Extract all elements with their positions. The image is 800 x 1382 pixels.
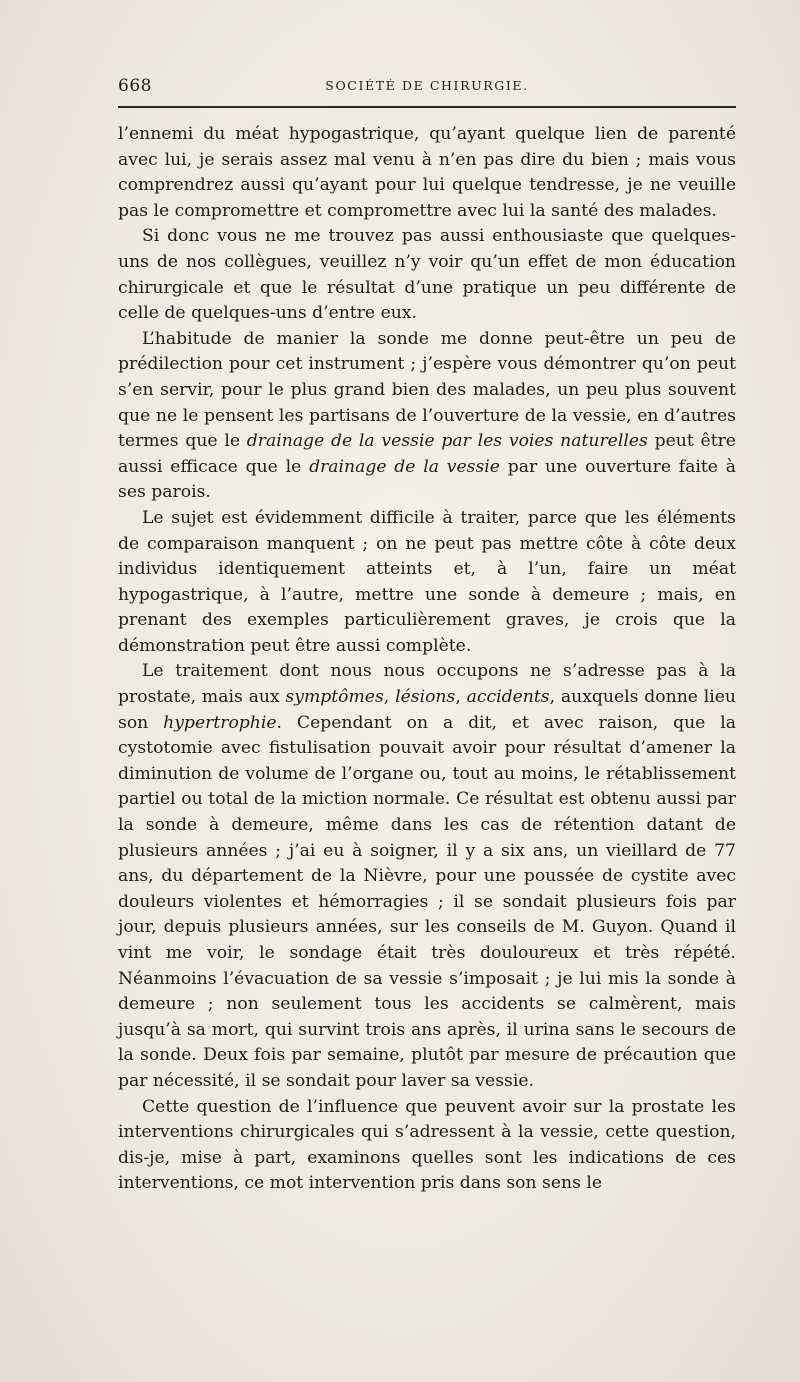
- paragraph-3-text-c: par une ouverture faite à ses parois.: [118, 456, 736, 503]
- paragraph-3-italic-b: drainage de la vessie: [309, 456, 500, 477]
- paragraph-6: Cette question de l’influence que peuvent avoir sur la prostate les interventions chirurgicales qui s’adressent à la vessie, cette question, dis-je, mise à part, examinons quelles sont les indications de ces interventions, ce mot intervention pris dans son sens le: [118, 1096, 736, 1194]
- paragraph-5-text-a: Le traitement dont nous nous occupons ne s’adresse pas à la prostate, mais aux: [118, 661, 736, 708]
- page-header: [118, 76, 736, 98]
- paragraph-3-italic-a: drainage de la vessie par les voies naturelles: [246, 431, 648, 452]
- paragraph-5-text-b: ,: [383, 687, 396, 708]
- paragraph-5-italic-a: symptômes: [285, 687, 384, 708]
- paragraph-1: l’ennemi du méat hypogastrique, qu’ayant quelque lien de parenté avec lui, je serais assez mal venu à n’en pas dire du bien ; mais vous comprendrez aussi qu’ayant pour lui quelque tendresse, je ne veuille pas le compromettre et compromettre avec lui la santé des malades.: [118, 124, 736, 221]
- running-title: SOCIÉTÉ DE CHIRURGIE.: [325, 78, 529, 93]
- paragraph-5-text-d: , auxquels donne lieu son: [118, 687, 736, 733]
- paragraph-3-text-a: L’habitude de manier la sonde me donne peut-être un peu de prédilection pour cet instrument ; j’espère vous démontrer qu’on peut s’en servir, pour le plus grand bien des malades, un peu plus souvent que ne le pensent les partisans de l’ouverture de la vessie, en d’autres termes que le: [118, 328, 736, 452]
- body-text: [118, 122, 736, 1197]
- paragraph-2: Si donc vous ne me trouvez pas aussi enthousiaste que quelques-uns de nos collègues, veuillez n’y voir qu’un effet de mon éducation chirurgicale et que le résultat d’une pratique un peu différente de celle de quelques-uns d’entre eux.: [118, 226, 736, 324]
- paragraph-5-text-c: ,: [455, 687, 467, 708]
- paragraph-4: Le sujet est évidemment difficile à traiter, parce que les éléments de comparaison manquent ; on ne peut pas mettre côte à côte deux individus identiquement atteints et, à l’un, faire un méat hypogastrique, à l’autre, mettre une sonde à demeure ; mais, en prenant des exemples particulièrement graves, je crois que la démonstration peut être aussi complète.: [118, 507, 736, 656]
- paragraph-5-text-e: . Cependant on a dit, et avec raison, que la cystotomie avec fistulisation pouvait avoir pour résultat d’amener la diminution de volume de l’organe ou, tout au moins, le rétablissement partiel ou total de la miction normale. Ce résultat est obtenu aussi par la sonde à demeure, même dans les cas de rétention datant de plusieurs années ; j’ai eu à soigner, il y a six ans, un vieillard de 77 ans, du département de la Nièvre, pour une poussée de cystite avec douleurs violentes et hémorragies ; il se sondait plusieurs fois par jour, depuis plusieurs années, sur les conseils de M. Guyon. Quand il vint me voir, le sondage était très douloureux et très répété. Néanmoins l’évacuation de sa vessie s’imposait ; je lui mis la sonde à demeure ; non seulement tous les accidents se calmèrent, mais jusqu’à sa mort, qui survint trois ans après, il urina sans le secours de la sonde. Deux fois par semaine, plutôt par mesure de précaution que par nécessité, il se sondait pour laver sa vessie.: [118, 712, 736, 1091]
- paragraph-5-italic-c: accidents: [466, 687, 550, 708]
- paragraph-5: [118, 659, 736, 1094]
- paragraph-3-text-b: peut être aussi efficace que le: [118, 431, 736, 477]
- page-number: 668: [118, 76, 152, 96]
- paragraph-5-italic-b: lésions: [395, 687, 456, 708]
- paragraph-3: [118, 327, 736, 506]
- header-rule: [118, 106, 736, 108]
- paragraph-5-italic-d: hypertrophie: [163, 712, 277, 733]
